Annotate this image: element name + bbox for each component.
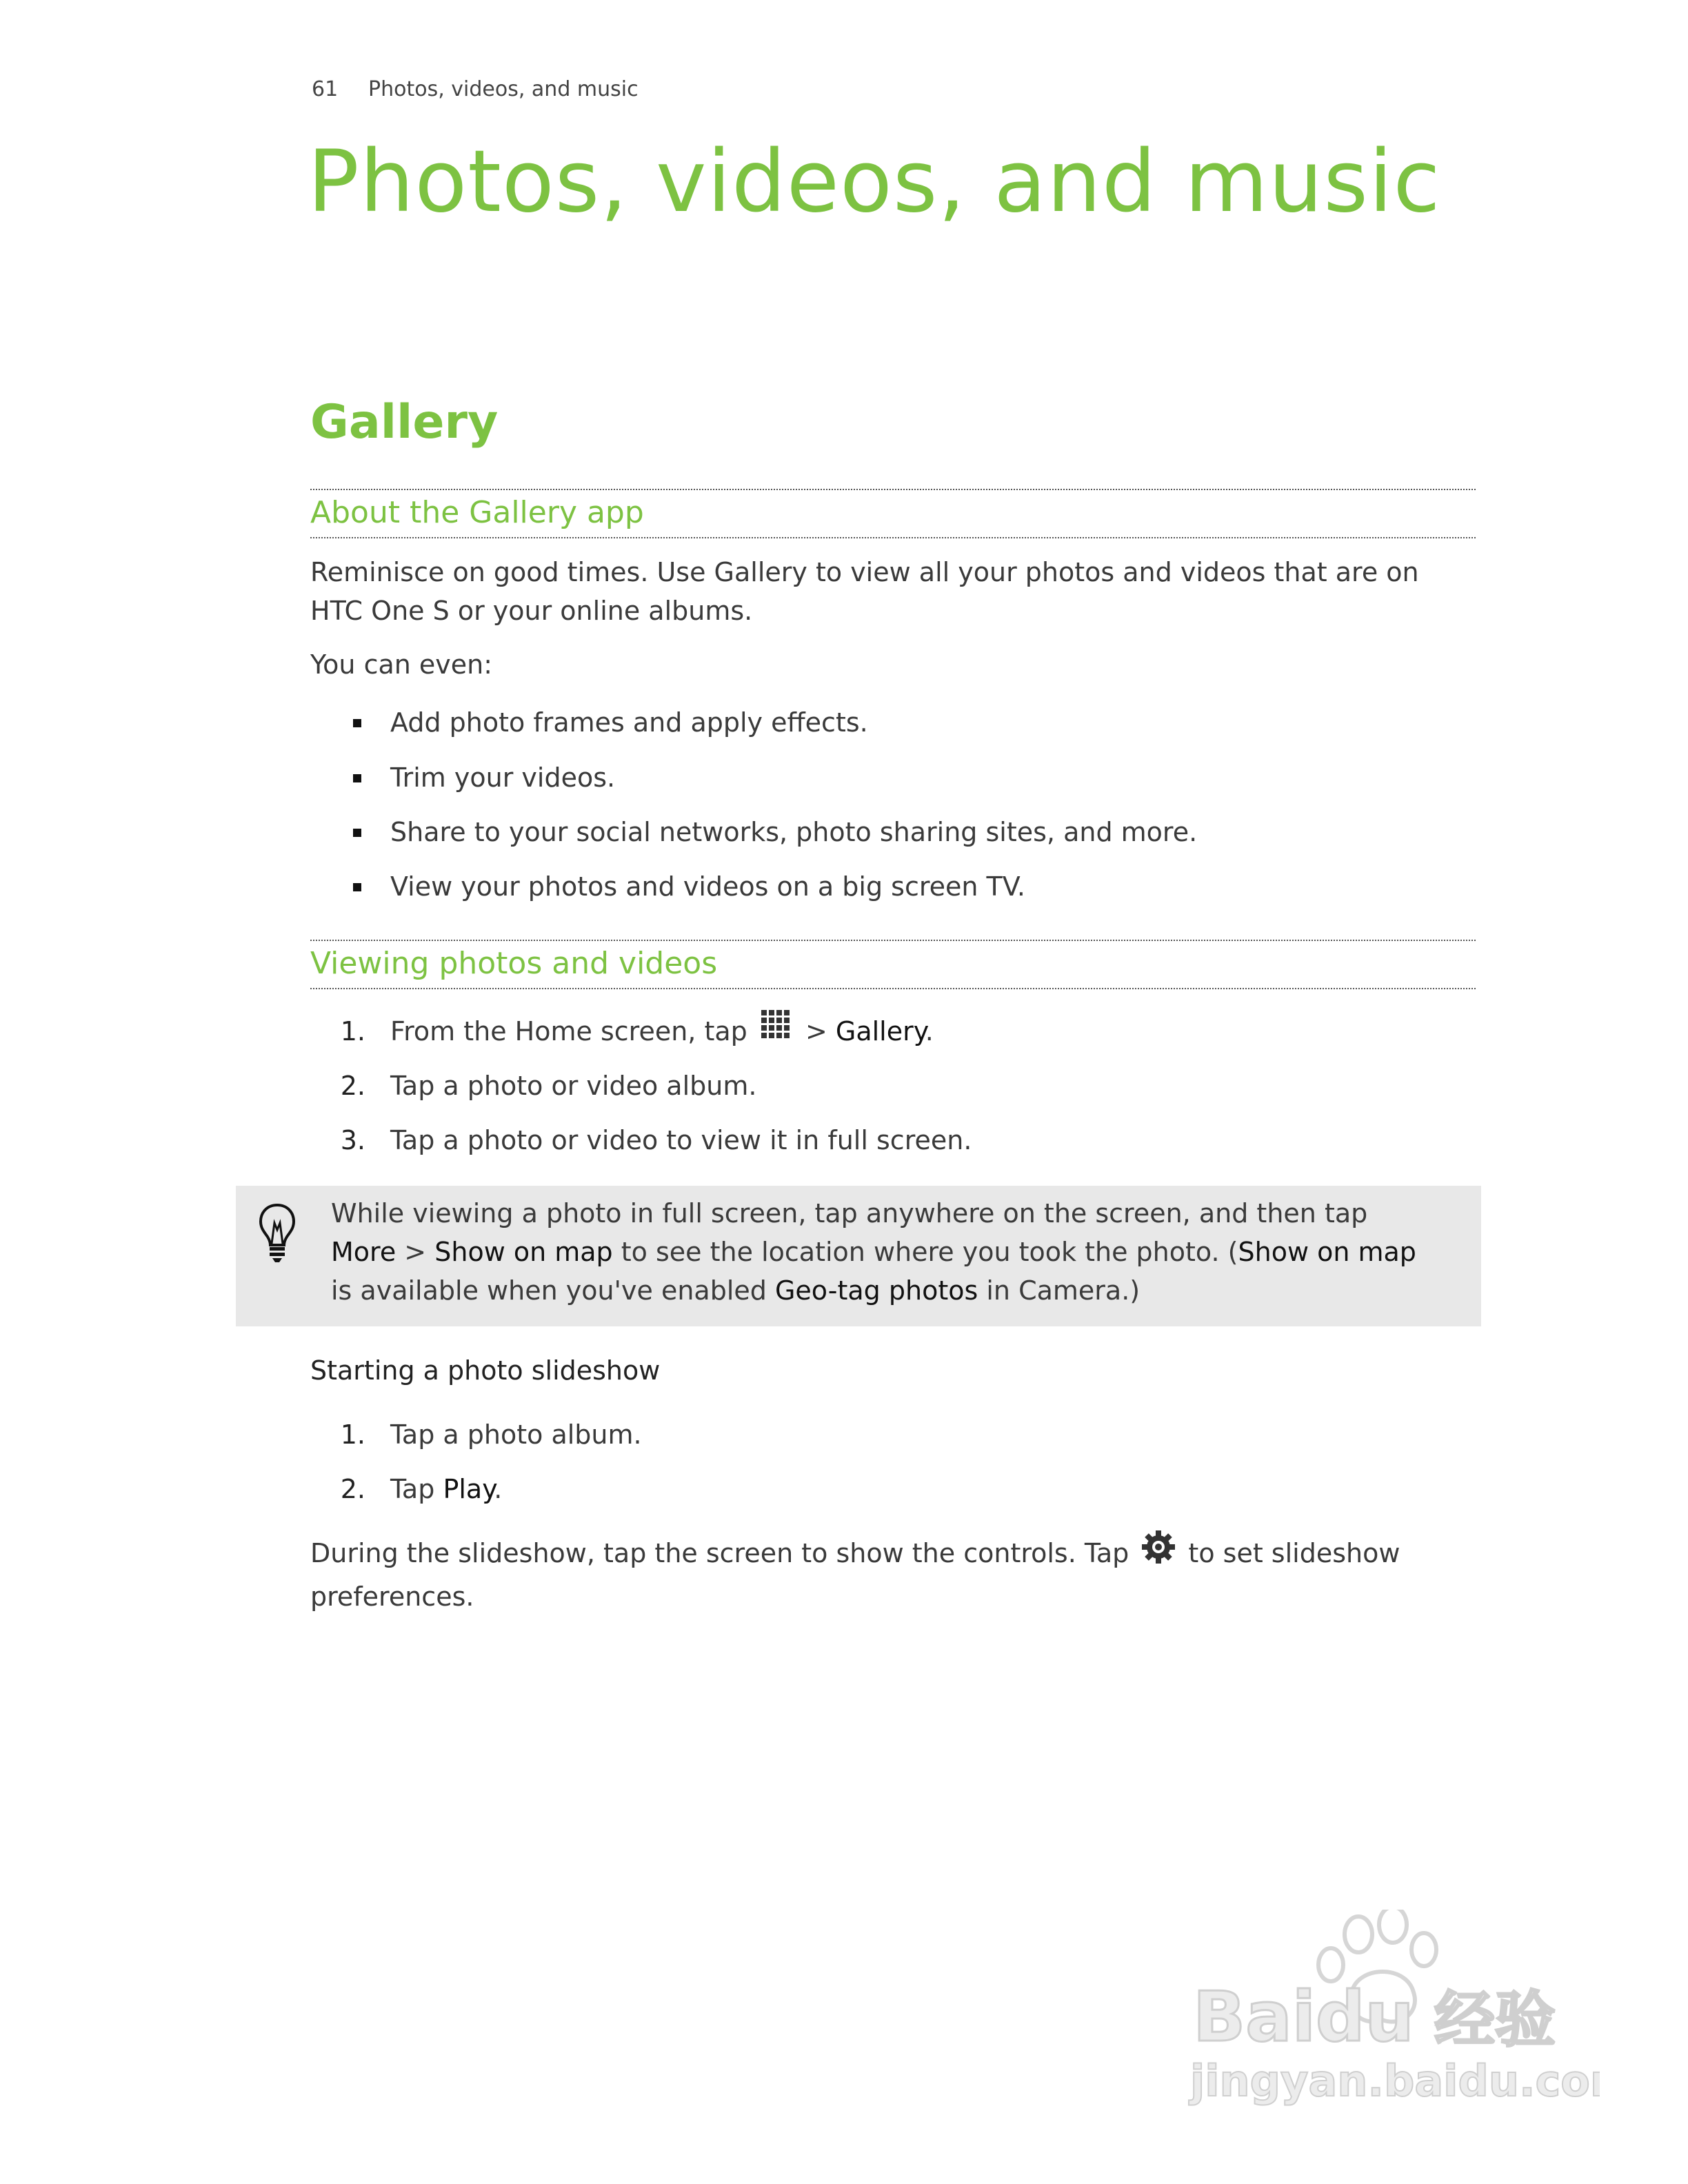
step-item: Tap a photo or video to view it in full screen. [390,1125,972,1155]
step-punctuation: . [494,1474,503,1504]
list-item: Trim your videos. [390,762,616,793]
subsection-heading-viewing: Viewing photos and videos [310,940,1476,989]
watermark-brand: Baidu [1193,1976,1414,2057]
step-item [390,1470,502,1508]
running-title: Photos, videos, and music [368,77,639,101]
geo-tag-photos-label: Geo-tag photos [774,1275,978,1306]
tip-text [331,1194,1462,1310]
slideshow-paragraph-line: preferences. [310,1581,474,1612]
show-on-map-label: Show on map [434,1237,613,1267]
chapter-title: Photos, videos, and music [308,132,1441,232]
slideshow-heading: Starting a photo slideshow [310,1355,661,1386]
running-header [312,77,639,101]
tip-line [331,1271,1462,1310]
page-number: 61 [312,77,339,101]
about-paragraph-line: HTC One S or your online albums. [310,596,753,626]
play-label: Play [443,1474,494,1504]
settings-gear-icon [1141,1530,1176,1575]
show-on-map-label: Show on map [1238,1237,1416,1267]
subsection-heading-about: About the Gallery app [310,489,1476,538]
tip-line: While viewing a photo in full screen, tap anywhere on the screen, and then tap [331,1198,1368,1228]
step-text: From the Home screen, tap [390,1016,747,1046]
section-title: Gallery [310,395,499,449]
tip-text-post: in Camera.) [986,1275,1141,1306]
step-text: Tap [390,1474,435,1504]
step-item: Tap a photo album. [390,1419,642,1450]
intro-text: You can even: [310,649,493,680]
step-number: 3. [340,1125,365,1155]
tip-text-pre: is available when you've enabled [331,1275,767,1306]
watermark-cn: 经验 [1434,1984,1556,2055]
slideshow-text: During the slideshow, tap the screen to show the controls. Tap [310,1538,1129,1568]
list-item: View your photos and videos on a big screen TV. [390,871,1025,902]
more-label: More [331,1237,396,1267]
step-number: 1. [340,1016,365,1046]
gallery-label: Gallery [835,1016,925,1046]
lightbulb-icon [258,1202,297,1267]
step-item: Tap a photo or video album. [390,1071,757,1101]
step-item [390,1012,934,1054]
about-paragraph [310,553,1476,630]
slideshow-paragraph [310,1533,1476,1616]
all-apps-grid-icon [760,1009,793,1051]
bullet-marker [353,829,361,837]
tip-separator: > [404,1237,427,1267]
tip-text-mid: to see the location where you took the photo. ( [621,1237,1238,1267]
tip-box [236,1186,1481,1326]
step-separator: > [805,1016,827,1046]
slideshow-text: to set slideshow [1188,1538,1400,1568]
list-item: Add photo frames and apply effects. [390,707,868,738]
bullet-marker [353,719,361,727]
bullet-marker [353,774,361,782]
step-punctuation: . [925,1016,934,1046]
list-item: Share to your social networks, photo sharing sites, and more. [390,817,1198,847]
step-number: 1. [340,1419,365,1450]
slideshow-paragraph-line [310,1533,1476,1577]
step-number: 2. [340,1474,365,1504]
tip-line [331,1233,1462,1271]
baidu-watermark [1186,1910,1600,2112]
bullet-marker [353,883,361,891]
watermark-url: jingyan.baidu.com [1190,2056,1600,2106]
about-paragraph-line: Reminisce on good times. Use Gallery to view all your photos and videos that are on [310,557,1419,587]
step-number: 2. [340,1071,365,1101]
